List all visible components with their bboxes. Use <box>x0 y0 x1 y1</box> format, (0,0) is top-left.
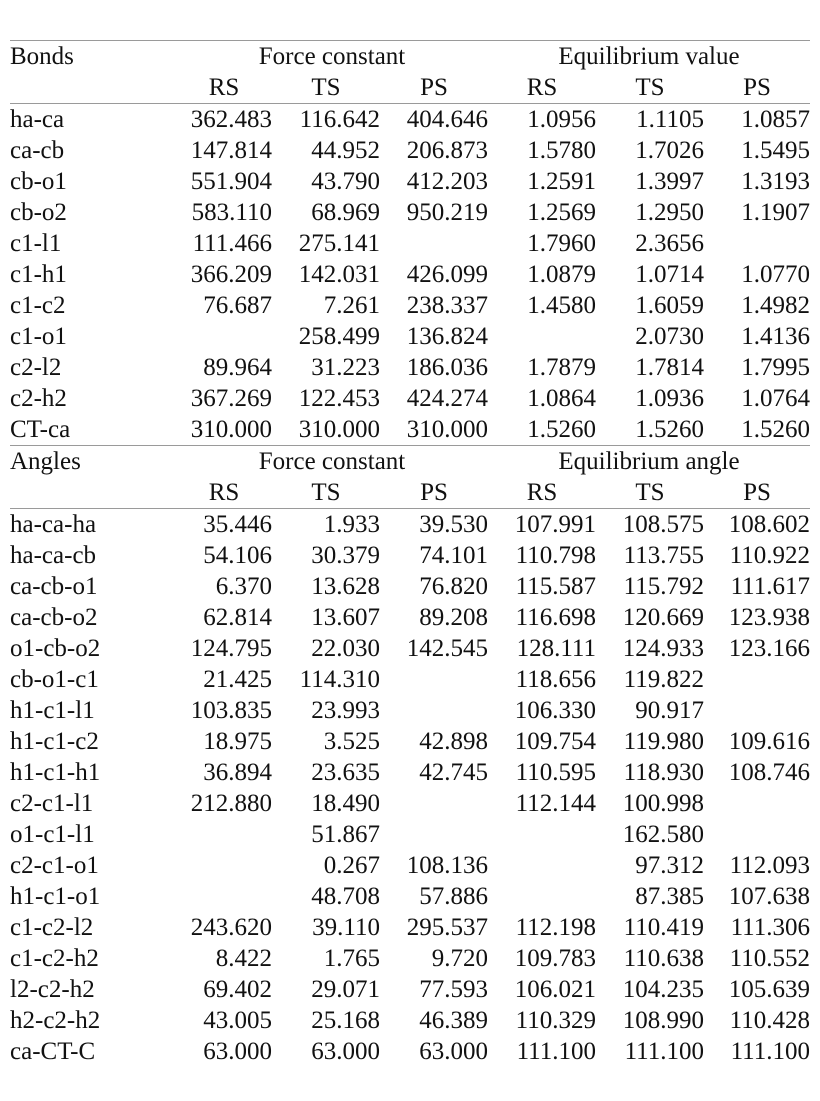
value-cell: 108.602 <box>728 511 810 538</box>
table-row <box>10 726 810 757</box>
value-cell: 366.209 <box>190 261 272 288</box>
value-cell: 22.030 <box>311 635 380 662</box>
column-group-header: Equilibrium value <box>488 41 810 73</box>
value-cell <box>704 788 810 819</box>
value-cell: 1.5260 <box>741 416 810 443</box>
value-cell: 48.708 <box>311 883 380 910</box>
value-cell: 1.1907 <box>741 199 810 226</box>
value-cell: 112.093 <box>729 852 810 879</box>
value-cell: 0.267 <box>323 852 380 879</box>
value-cell: 76.820 <box>419 573 488 600</box>
column-subheader: RS <box>488 72 596 104</box>
table-row <box>10 352 810 383</box>
value-cell: 109.754 <box>514 728 596 755</box>
value-cell: 116.698 <box>515 604 596 631</box>
value-cell: 426.099 <box>406 261 488 288</box>
value-cell: 1.0864 <box>527 385 596 412</box>
value-cell <box>380 695 488 726</box>
value-cell: 23.635 <box>311 759 380 786</box>
value-cell: 62.814 <box>203 604 272 631</box>
section-header-row <box>10 41 810 73</box>
row-label: c1-c2-h2 <box>10 945 99 972</box>
row-label: cb-o1-c1 <box>10 666 99 693</box>
value-cell: 1.7814 <box>635 354 704 381</box>
value-cell: 90.917 <box>635 697 704 724</box>
value-cell <box>488 819 596 850</box>
value-cell: 238.337 <box>406 292 488 319</box>
value-cell: 114.310 <box>299 666 380 693</box>
table-body <box>10 41 810 1068</box>
value-cell: 1.0857 <box>741 106 810 133</box>
value-cell: 63.000 <box>419 1038 488 1065</box>
column-subheader: RS <box>176 477 272 509</box>
value-cell: 106.330 <box>514 697 596 724</box>
table-row <box>10 104 810 136</box>
table-row <box>10 321 810 352</box>
value-cell: 110.638 <box>623 945 704 972</box>
value-cell: 1.7879 <box>527 354 596 381</box>
value-cell: 54.106 <box>203 542 272 569</box>
column-subheader: RS <box>176 72 272 104</box>
value-cell: 118.656 <box>515 666 596 693</box>
table-row <box>10 1036 810 1067</box>
value-cell: 1.7026 <box>635 137 704 164</box>
value-cell: 108.136 <box>406 852 488 879</box>
value-cell: 110.329 <box>515 1007 596 1034</box>
value-cell: 103.835 <box>190 697 272 724</box>
value-cell: 162.580 <box>622 821 704 848</box>
value-cell: 111.466 <box>192 230 272 257</box>
value-cell: 128.111 <box>516 635 596 662</box>
value-cell: 142.031 <box>298 261 380 288</box>
column-subheader: PS <box>380 72 488 104</box>
value-cell: 43.005 <box>203 1007 272 1034</box>
value-cell: 110.798 <box>515 542 596 569</box>
value-cell: 110.419 <box>623 914 704 941</box>
value-cell: 2.0730 <box>635 323 704 350</box>
value-cell: 23.993 <box>311 697 380 724</box>
value-cell: 1.5260 <box>635 416 704 443</box>
value-cell: 1.0770 <box>741 261 810 288</box>
value-cell: 1.3193 <box>741 168 810 195</box>
value-cell: 111.100 <box>516 1038 596 1065</box>
value-cell: 115.792 <box>623 573 704 600</box>
value-cell: 367.269 <box>190 385 272 412</box>
row-label: ha-ca-ha <box>10 511 97 538</box>
row-label: h1-c1-o1 <box>10 883 101 910</box>
value-cell: 123.938 <box>728 604 810 631</box>
value-cell <box>704 664 810 695</box>
value-cell: 186.036 <box>406 354 488 381</box>
value-cell: 3.525 <box>323 728 380 755</box>
value-cell: 89.964 <box>203 354 272 381</box>
value-cell: 9.720 <box>431 945 488 972</box>
value-cell: 42.898 <box>419 728 488 755</box>
value-cell: 74.101 <box>419 542 488 569</box>
column-subheader: PS <box>704 72 810 104</box>
value-cell: 1.0936 <box>635 385 704 412</box>
table-row <box>10 633 810 664</box>
row-label: h1-c1-h1 <box>10 759 101 786</box>
value-cell <box>488 881 596 912</box>
value-cell: 29.071 <box>311 976 380 1003</box>
value-cell <box>704 228 810 259</box>
value-cell: 1.4136 <box>741 323 810 350</box>
value-cell: 104.235 <box>622 976 704 1003</box>
value-cell: 1.2569 <box>527 199 596 226</box>
value-cell <box>176 881 272 912</box>
row-label: h1-c1-l1 <box>10 697 95 724</box>
subheader-row <box>10 477 810 509</box>
row-label: ha-ca-cb <box>10 542 97 569</box>
value-cell: 120.669 <box>622 604 704 631</box>
row-label: cb-o1 <box>10 168 67 195</box>
value-cell: 1.0764 <box>741 385 810 412</box>
row-label: c1-c2-l2 <box>10 914 94 941</box>
value-cell: 119.980 <box>623 728 704 755</box>
table-row <box>10 228 810 259</box>
value-cell: 111.617 <box>730 573 810 600</box>
value-cell: 275.141 <box>298 230 380 257</box>
value-cell: 1.3997 <box>635 168 704 195</box>
value-cell: 551.904 <box>190 168 272 195</box>
value-cell: 89.208 <box>419 604 488 631</box>
value-cell: 1.0879 <box>527 261 596 288</box>
empty-cell <box>10 72 176 104</box>
row-label: l2-c2-h2 <box>10 976 95 1003</box>
table-row <box>10 414 810 446</box>
value-cell: 77.593 <box>419 976 488 1003</box>
value-cell: 107.638 <box>728 883 810 910</box>
row-label: c1-l1 <box>10 230 62 257</box>
value-cell: 51.867 <box>311 821 380 848</box>
table-row <box>10 664 810 695</box>
value-cell: 310.000 <box>190 416 272 443</box>
value-cell: 63.000 <box>311 1038 380 1065</box>
row-label: o1-cb-o2 <box>10 635 101 662</box>
value-cell: 1.5260 <box>527 416 596 443</box>
value-cell: 39.530 <box>419 511 488 538</box>
value-cell: 2.3656 <box>635 230 704 257</box>
value-cell: 113.755 <box>623 542 704 569</box>
value-cell: 111.306 <box>730 914 810 941</box>
row-label: ca-cb <box>10 137 65 164</box>
section-title: Angles <box>10 446 176 478</box>
table-row <box>10 540 810 571</box>
subheader-row <box>10 72 810 104</box>
value-cell: 25.168 <box>311 1007 380 1034</box>
column-subheader: RS <box>488 477 596 509</box>
value-cell: 1.5495 <box>741 137 810 164</box>
row-label: h2-c2-h2 <box>10 1007 101 1034</box>
table-row <box>10 974 810 1005</box>
value-cell: 111.100 <box>730 1038 810 1065</box>
value-cell: 1.0956 <box>527 106 596 133</box>
value-cell: 116.642 <box>299 106 380 133</box>
value-cell: 109.783 <box>514 945 596 972</box>
value-cell: 42.745 <box>419 759 488 786</box>
value-cell: 1.5780 <box>527 137 596 164</box>
table-row <box>10 602 810 633</box>
row-label: c2-l2 <box>10 354 62 381</box>
value-cell: 1.2591 <box>527 168 596 195</box>
value-cell <box>704 695 810 726</box>
value-cell: 18.490 <box>311 790 380 817</box>
value-cell: 44.952 <box>311 137 380 164</box>
row-label: c2-c1-l1 <box>10 790 94 817</box>
table-row <box>10 383 810 414</box>
value-cell: 123.166 <box>728 635 810 662</box>
row-label: c1-h1 <box>10 261 67 288</box>
value-cell: 583.110 <box>191 199 272 226</box>
row-label: h1-c1-c2 <box>10 728 99 755</box>
row-label: ca-cb-o2 <box>10 604 98 631</box>
value-cell <box>176 321 272 352</box>
value-cell: 295.537 <box>406 914 488 941</box>
value-cell: 46.389 <box>419 1007 488 1034</box>
column-subheader: PS <box>380 477 488 509</box>
value-cell: 243.620 <box>190 914 272 941</box>
value-cell: 310.000 <box>406 416 488 443</box>
value-cell <box>380 664 488 695</box>
value-cell: 87.385 <box>635 883 704 910</box>
row-label: c1-c2 <box>10 292 66 319</box>
table-row <box>10 197 810 228</box>
row-label: ca-CT-C <box>10 1038 96 1065</box>
value-cell: 35.446 <box>203 511 272 538</box>
value-cell: 108.746 <box>728 759 810 786</box>
column-subheader: TS <box>272 477 380 509</box>
value-cell: 950.219 <box>406 199 488 226</box>
table-row <box>10 259 810 290</box>
section-title: Bonds <box>10 41 176 73</box>
value-cell: 97.312 <box>635 852 704 879</box>
value-cell: 63.000 <box>203 1038 272 1065</box>
value-cell <box>380 819 488 850</box>
value-cell: 1.6059 <box>635 292 704 319</box>
value-cell: 107.991 <box>514 511 596 538</box>
value-cell: 76.687 <box>203 292 272 319</box>
column-subheader: TS <box>596 72 704 104</box>
table-row <box>10 757 810 788</box>
value-cell: 100.998 <box>622 790 704 817</box>
table-row <box>10 135 810 166</box>
value-cell <box>176 850 272 881</box>
value-cell <box>380 228 488 259</box>
row-label: o1-c1-l1 <box>10 821 95 848</box>
value-cell <box>704 819 810 850</box>
value-cell: 110.922 <box>729 542 810 569</box>
section-header-row <box>10 446 810 478</box>
value-cell: 105.639 <box>728 976 810 1003</box>
value-cell: 1.765 <box>323 945 380 972</box>
value-cell: 112.144 <box>515 790 596 817</box>
value-cell: 39.110 <box>312 914 380 941</box>
value-cell: 147.814 <box>190 137 272 164</box>
value-cell <box>488 850 596 881</box>
table-row <box>10 943 810 974</box>
value-cell: 108.575 <box>622 511 704 538</box>
value-cell: 1.1105 <box>636 106 704 133</box>
table-row <box>10 881 810 912</box>
table-row <box>10 166 810 197</box>
value-cell: 1.4982 <box>741 292 810 319</box>
value-cell: 206.873 <box>406 137 488 164</box>
value-cell: 109.616 <box>728 728 810 755</box>
value-cell: 362.483 <box>190 106 272 133</box>
value-cell: 43.790 <box>311 168 380 195</box>
value-cell: 69.402 <box>203 976 272 1003</box>
column-group-header: Force constant <box>176 41 488 73</box>
table-row <box>10 850 810 881</box>
row-label: ca-cb-o1 <box>10 573 98 600</box>
value-cell: 112.198 <box>515 914 596 941</box>
parameter-table <box>10 40 810 1067</box>
value-cell: 36.894 <box>203 759 272 786</box>
table-row <box>10 571 810 602</box>
row-label: cb-o2 <box>10 199 67 226</box>
value-cell: 412.203 <box>406 168 488 195</box>
table-row <box>10 290 810 321</box>
value-cell: 6.370 <box>215 573 272 600</box>
row-label: c2-c1-o1 <box>10 852 99 879</box>
value-cell: 122.453 <box>298 385 380 412</box>
value-cell: 106.021 <box>514 976 596 1003</box>
value-cell <box>176 819 272 850</box>
value-cell: 7.261 <box>323 292 380 319</box>
value-cell: 310.000 <box>298 416 380 443</box>
value-cell: 136.824 <box>406 323 488 350</box>
table-row <box>10 788 810 819</box>
value-cell: 124.933 <box>622 635 704 662</box>
value-cell: 119.822 <box>623 666 704 693</box>
value-cell: 1.933 <box>323 511 380 538</box>
value-cell: 1.2950 <box>635 199 704 226</box>
value-cell: 1.7960 <box>527 230 596 257</box>
value-cell: 1.7995 <box>741 354 810 381</box>
column-group-header: Force constant <box>176 446 488 478</box>
value-cell: 212.880 <box>190 790 272 817</box>
column-group-header: Equilibrium angle <box>488 446 810 478</box>
value-cell: 124.795 <box>190 635 272 662</box>
row-label: c1-o1 <box>10 323 67 350</box>
value-cell: 21.425 <box>203 666 272 693</box>
value-cell: 57.886 <box>419 883 488 910</box>
value-cell: 1.0714 <box>635 261 704 288</box>
table-row <box>10 912 810 943</box>
value-cell: 110.595 <box>515 759 596 786</box>
value-cell: 115.587 <box>515 573 596 600</box>
row-label: c2-h2 <box>10 385 67 412</box>
value-cell: 68.969 <box>311 199 380 226</box>
table-row <box>10 509 810 541</box>
value-cell: 8.422 <box>215 945 272 972</box>
table-row <box>10 695 810 726</box>
value-cell: 404.646 <box>406 106 488 133</box>
value-cell: 110.428 <box>729 1007 810 1034</box>
value-cell: 108.990 <box>622 1007 704 1034</box>
value-cell <box>488 321 596 352</box>
value-cell: 424.274 <box>406 385 488 412</box>
value-cell: 142.545 <box>406 635 488 662</box>
column-subheader: TS <box>272 72 380 104</box>
value-cell: 31.223 <box>311 354 380 381</box>
table-row <box>10 819 810 850</box>
value-cell: 258.499 <box>298 323 380 350</box>
row-label: ha-ca <box>10 106 65 133</box>
value-cell <box>380 788 488 819</box>
value-cell: 118.930 <box>623 759 704 786</box>
value-cell: 1.4580 <box>527 292 596 319</box>
value-cell: 13.607 <box>311 604 380 631</box>
value-cell: 30.379 <box>311 542 380 569</box>
empty-cell <box>10 477 176 509</box>
value-cell: 110.552 <box>729 945 810 972</box>
column-subheader: TS <box>596 477 704 509</box>
table-row <box>10 1005 810 1036</box>
value-cell: 18.975 <box>203 728 272 755</box>
row-label: CT-ca <box>10 416 71 443</box>
value-cell: 13.628 <box>311 573 380 600</box>
value-cell: 111.100 <box>624 1038 704 1065</box>
column-subheader: PS <box>704 477 810 509</box>
